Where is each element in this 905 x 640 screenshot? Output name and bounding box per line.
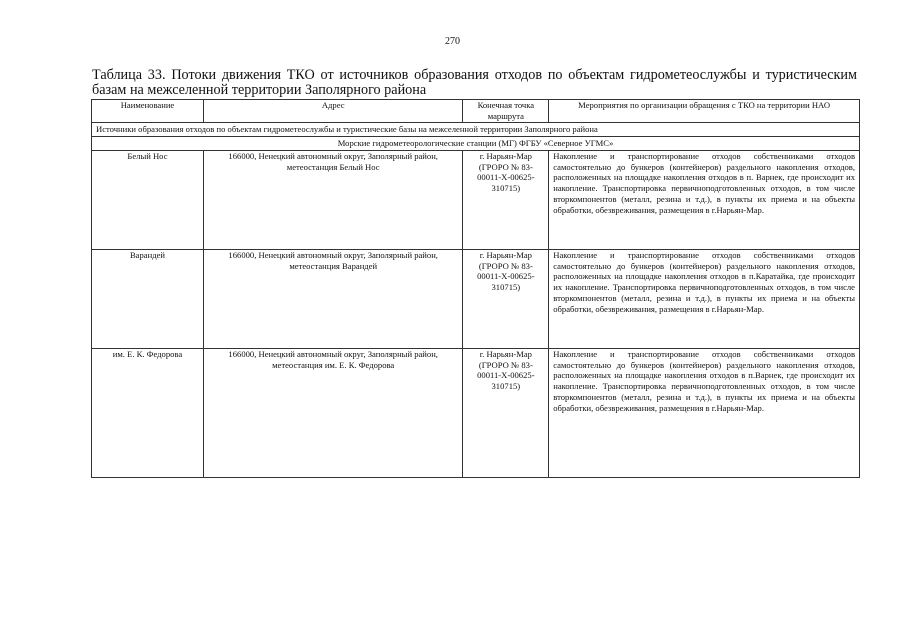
subsection-row xyxy=(92,136,860,150)
route-endpoint: г. Нарьян-Мар (ГРОРО № 83-00011-Х-00625-310715) xyxy=(463,348,549,477)
section-row xyxy=(92,122,860,136)
page-number: 270 xyxy=(445,36,460,47)
station-address: 166000, Ненецкий автономный округ, Заполярный район, метеостанция Белый Нос xyxy=(203,150,462,249)
waste-measures: Накопление и транспортирование отходов собственниками отходов самостоятельно до бункеров (контейнеров) раздельного накопления отходов, расположенных на площадке накопления отходов в п. Варнек, где происходит их накопление. Транспортировка первичноподготовленных отходов, в том числе вторкомпонентов (металл, резина и т.д.), в пункты их приема и на объекты обработки, обезвреживания, размещения в г.Нарьян-Мар. xyxy=(549,150,860,249)
waste-flow-table xyxy=(91,99,860,478)
table-row xyxy=(92,150,860,249)
header-endpoint: Конечная точка маршрута xyxy=(463,100,549,123)
header-name: Наименование xyxy=(92,100,204,123)
route-endpoint: г. Нарьян-Мар (ГРОРО № 83-00011-Х-00625-310715) xyxy=(463,150,549,249)
route-endpoint: г. Нарьян-Мар (ГРОРО № 83-00011-Х-00625-310715) xyxy=(463,249,549,348)
subsection-title: Морские гидрометеорологические станции (МГ) ФГБУ «Северное УГМС» xyxy=(92,136,860,150)
station-name: Варандей xyxy=(92,249,204,348)
waste-measures: Накопление и транспортирование отходов собственниками отходов самостоятельно до бункеров (контейнеров) раздельного накопления отходов, расположенных на площадке накопления отходов в п.Варнек, где происходит их накопление. Транспортировка первичноподготовленных отходов, в том числе вторкомпонентов (металл, резина и т.д.), в пункты их приема и на объекты обработки, обезвреживания, размещения в г.Нарьян-Мар. xyxy=(549,348,860,477)
table-row xyxy=(92,348,860,477)
section-title: Источники образования отходов по объектам гидрометеослужбы и туристические базы на межселенной территории Заполярного района xyxy=(92,122,860,136)
waste-measures: Накопление и транспортирование отходов собственниками отходов самостоятельно до бункеров (контейнеров) раздельного накопления отходов, расположенных на площадке накопления отходов в п.Каратайка, где происходит их накопление. Транспортировка первичноподготовленных отходов, в том числе вторкомпонентов (металл, резина и т.д.), в пункты их приема и на объекты обработки, обезвреживания, размещения в г.Нарьян-Мар. xyxy=(549,249,860,348)
header-address: Адрес xyxy=(203,100,462,123)
station-name: Белый Нос xyxy=(92,150,204,249)
table-header-row xyxy=(92,100,860,123)
header-measures: Мероприятия по организации обращения с ТКО на территории НАО xyxy=(549,100,860,123)
station-address: 166000, Ненецкий автономный округ, Заполярный район, метеостанция Варандей xyxy=(203,249,462,348)
table-row xyxy=(92,249,860,348)
table-caption: Таблица 33. Потоки движения ТКО от источников образования отходов по объектам гидрометеослужбы и туристическим базам на межселенной территории Заполярного района xyxy=(92,67,857,98)
station-name: им. Е. К. Федорова xyxy=(92,348,204,477)
station-address: 166000, Ненецкий автономный округ, Заполярный район, метеостанция им. Е. К. Федорова xyxy=(203,348,462,477)
